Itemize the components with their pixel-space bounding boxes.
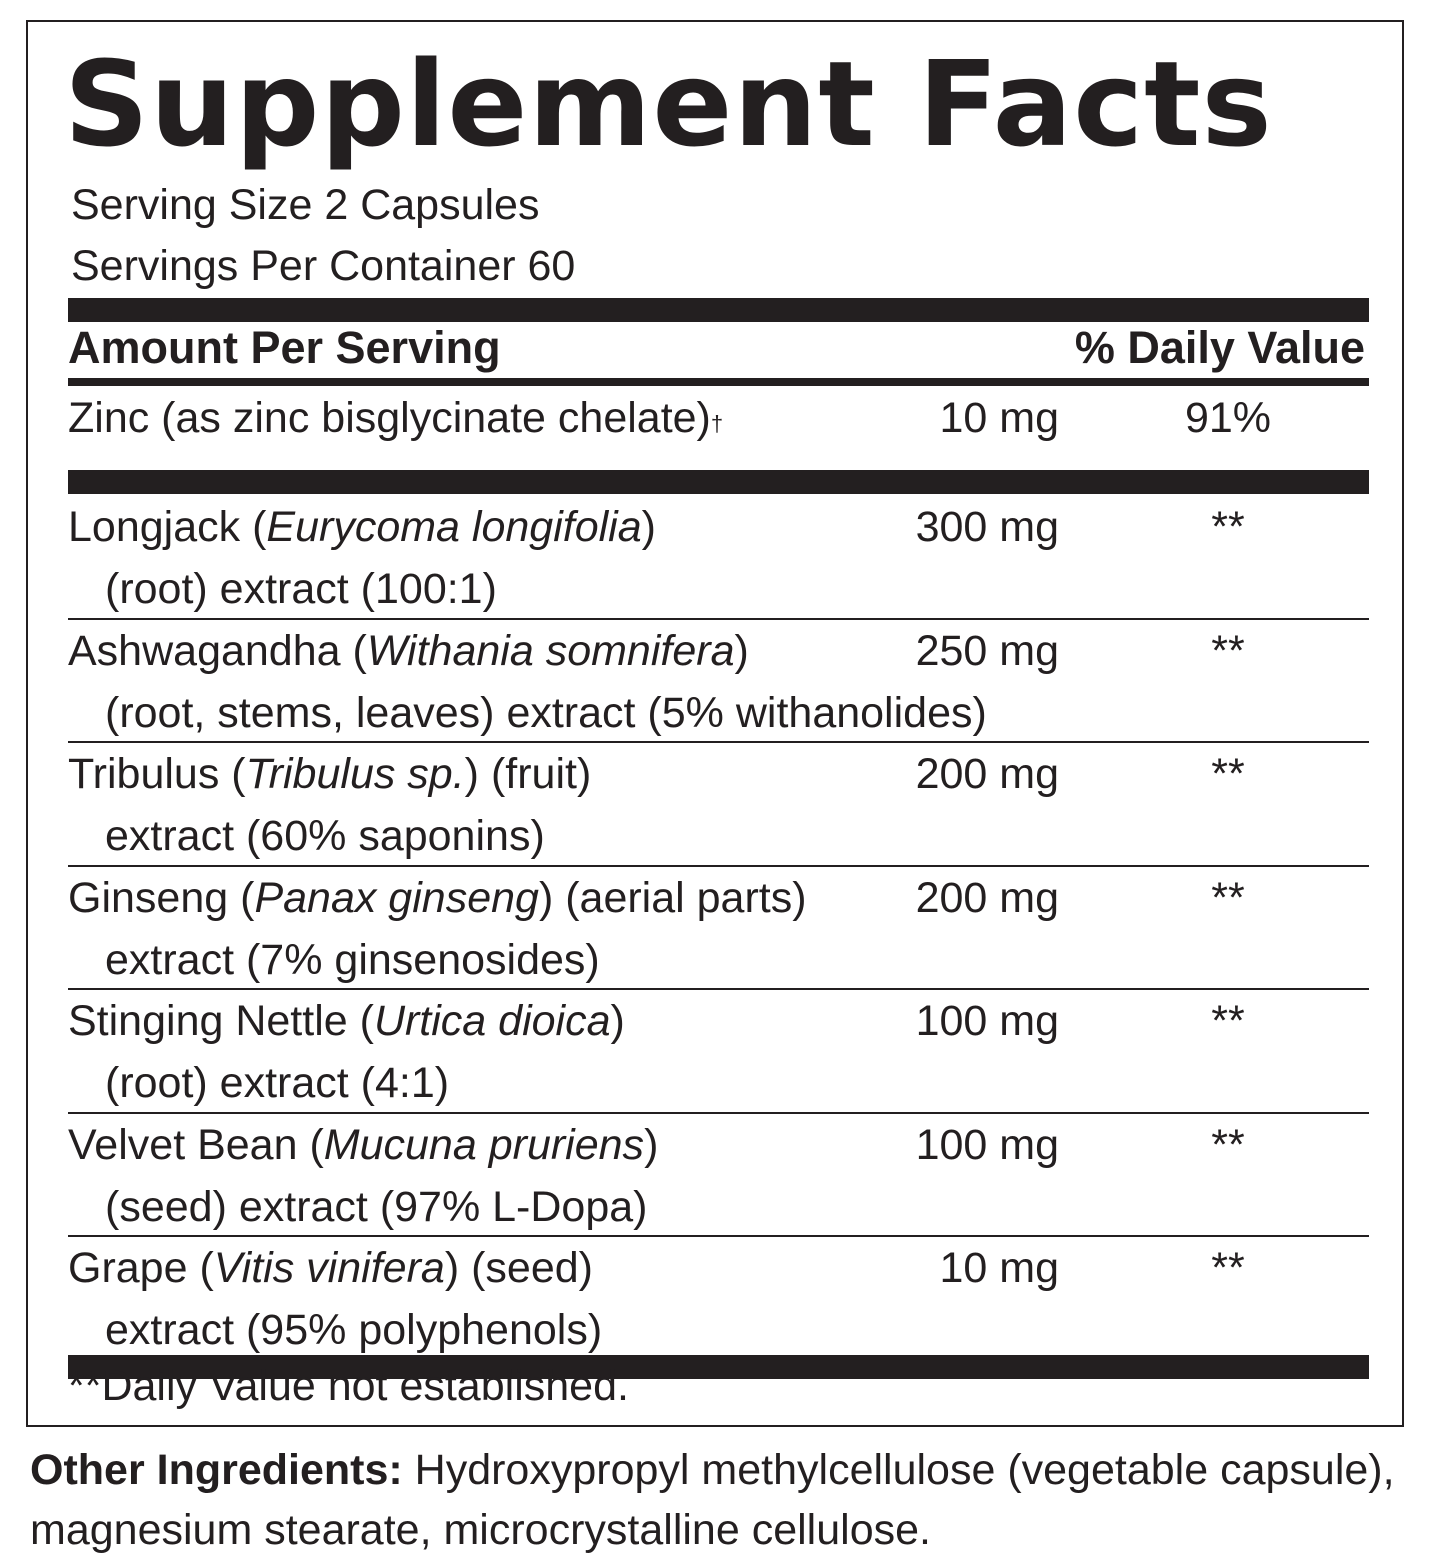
other-ingredients: [30, 1440, 1415, 1560]
latin-name: Withania somnifera: [366, 626, 735, 675]
ingredient-name: Zinc (as zinc bisglycinate chelate)†: [68, 394, 724, 442]
daily-value-header: % Daily Value: [1074, 322, 1365, 373]
serving-size: Serving Size 2 Capsules: [71, 181, 540, 229]
latin-name: Tribulus sp.: [245, 750, 465, 798]
facts-table: [68, 298, 1369, 1358]
ingredient-amount: 10 mg: [939, 1244, 1059, 1292]
ingredient-name: [68, 990, 625, 1114]
ingredient-name-line1: Tribulus (Tribulus sp.) (fruit): [68, 750, 592, 798]
servings-per-container: Servings Per Container 60: [71, 242, 576, 290]
latin-name: Urtica dioica: [373, 997, 611, 1045]
ingredient-dv: **: [1211, 997, 1245, 1045]
ingredient-dv: **: [1211, 1120, 1245, 1169]
supplement-facts-panel: [26, 20, 1404, 1427]
latin-name: Eurycoma longifolia: [266, 503, 642, 551]
ingredient-name-line1: Ashwagandha (Withania somnifera): [68, 626, 749, 675]
ingredient-name-line1: Longjack (Eurycoma longifolia): [68, 503, 656, 551]
footnote: **Daily Value not established.: [68, 1362, 629, 1410]
ingredient-amount: 100 mg: [915, 997, 1059, 1045]
ingredient-name-line2: (root) extract (100:1): [105, 565, 497, 613]
ingredient-amount: 10 mg: [939, 394, 1059, 442]
panel-title: Supplement Facts: [64, 35, 1273, 173]
ingredient-row: [68, 496, 1369, 620]
ingredient-dv: 91%: [1184, 394, 1272, 442]
other-ingredients-label: Other Ingredients:: [30, 1446, 403, 1494]
ingredient-name-line1: Velvet Bean (Mucuna pruriens): [68, 1120, 659, 1169]
ingredient-name: [68, 496, 656, 620]
ingredient-amount: 300 mg: [915, 503, 1059, 551]
ingredient-amount: 100 mg: [915, 1120, 1059, 1169]
ingredient-dv: **: [1211, 873, 1245, 922]
ingredient-row: [68, 620, 1369, 744]
ingredient-name: [68, 620, 987, 744]
ingredient-dv: **: [1211, 626, 1245, 675]
ingredient-amount: 200 mg: [915, 750, 1059, 798]
ingredient-name-line2: (seed) extract (97% L-Dopa): [105, 1182, 648, 1231]
ingredient-name-line2: extract (7% ginsenosides): [105, 935, 600, 984]
ingredient-name-line2: extract (95% polyphenols): [105, 1306, 603, 1354]
ingredient-row: [68, 743, 1369, 867]
ingredient-amount: 200 mg: [915, 873, 1059, 922]
ingredient-name: [68, 867, 807, 991]
ingredient-name: [68, 1237, 602, 1361]
ingredient-amount: 250 mg: [915, 626, 1059, 675]
amount-per-serving-header: Amount Per Serving: [68, 322, 501, 373]
ingredient-name: [68, 1114, 658, 1238]
ingredient-dv: **: [1211, 750, 1245, 798]
ingredient-name-line1: Ginseng (Panax ginseng) (aerial parts): [68, 873, 807, 922]
latin-name: Mucuna pruriens: [323, 1120, 645, 1169]
other-ingredients-text: Hydroxypropyl methylcellulose (vegetable capsule), magnesium stearate, microcrystalline cellulose.: [30, 1446, 1395, 1554]
ingredient-row: [68, 1237, 1369, 1361]
latin-name: Vitis vinifera: [213, 1244, 445, 1292]
ingredient-row: [68, 990, 1369, 1114]
zinc-row: [68, 387, 1369, 449]
ingredient-name-line1: Stinging Nettle (Urtica dioica): [68, 997, 625, 1045]
ingredient-name: [68, 743, 591, 867]
ingredient-name-line2: (root) extract (4:1): [105, 1059, 450, 1107]
latin-name: Panax ginseng: [254, 873, 539, 922]
ingredient-dv: **: [1211, 1244, 1245, 1292]
ingredient-row: [68, 867, 1369, 991]
heavy-rule-top: [68, 298, 1369, 322]
ingredient-dv: **: [1211, 503, 1245, 551]
heavy-rule-mid: [68, 470, 1369, 494]
ingredient-name-line2: (root, stems, leaves) extract (5% withanolides): [105, 688, 987, 737]
dagger-mark: †: [710, 411, 724, 436]
ingredient-name-line2: extract (60% saponins): [105, 812, 545, 860]
ingredient-row: [68, 1114, 1369, 1238]
ingredient-name-line1: Grape (Vitis vinifera) (seed): [68, 1244, 593, 1292]
header-rule: [68, 378, 1369, 386]
